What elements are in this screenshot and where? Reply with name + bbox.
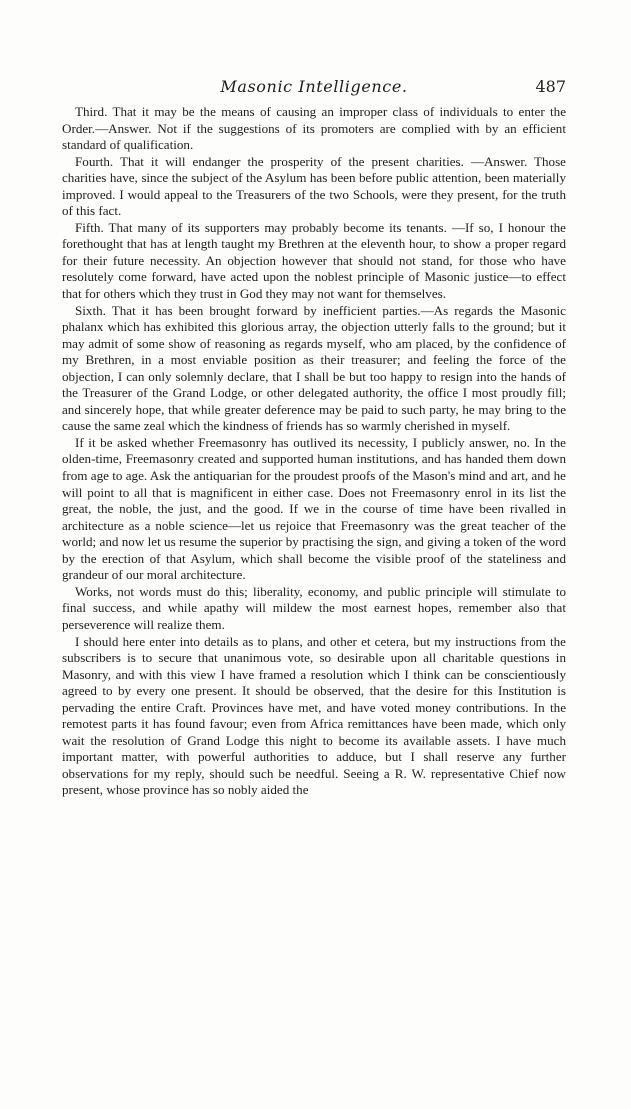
running-head-title: Masonic Intelligence. <box>220 77 408 96</box>
running-head <box>62 77 566 99</box>
paragraph-third-objection: Third. That it may be the means of causing an improper class of individuals to enter the Order.—Answer. Not if the suggestions of its promoters are complied with by an efficient standard of qualification. <box>62 104 566 153</box>
paragraph-instructions: I should here enter into details as to plans, and other et cetera, but my instructions from the subscribers is to secure that unanimous vote, so desirable upon all charitable questions in Masonry, and with this view I have framed a resolution which I think can be conscientiously agreed to by every one present. It should be observed, that the desire for this Institution is pervading the entire Craft. Provinces have met, and have voted money contributions. In the remotest parts it has found favour; even from Africa remittances have been made, which only wait the resolution of Grand Lodge this night to become its available assets. I have much important matter, with powerful authorities to adduce, but I shall reserve any further observations for my reply, should such be needful. Seeing a R. W. representative Chief now present, whose province has so nobly aided the <box>62 633 566 798</box>
body-text <box>62 104 566 799</box>
paragraph-works-not-words: Works, not words must do this; liberality, economy, and public principle will stimulate to final success, and while apathy will mildew the most earnest hopes, remember also that perseverence will realize them. <box>62 583 566 632</box>
page-number: 487 <box>535 77 566 96</box>
paragraph-fourth-objection: Fourth. That it will endanger the prosperity of the present charities. —Answer. Those charities have, since the subject of the Asylum has been before public attention, been materially improved. I would appeal to the Treasurers of the two Schools, were they present, for the truth of this fact. <box>62 153 566 219</box>
paragraph-sixth-objection: Sixth. That it has been brought forward by inefficient parties.—As regards the Masonic phalanx which has exhibited this glorious array, the objection utterly falls to the ground; but it may admit of some show of reasoning as regards myself, who am placed, by the confidence of my Brethren, in a most enviable position as their treasurer; and feeling the force of the objection, I can only solemnly declare, that I shall be but too happy to resign into the hands of the Treasurer of the Grand Lodge, or other delegated authority, the office I most proudly fill; and sincerely hope, that while greater deference may be paid to such party, he may bring to the cause the same zeal which the kindness of friends has so warmly cherished in myself. <box>62 302 566 434</box>
paragraph-fifth-objection: Fifth. That many of its supporters may probably become its tenants. —If so, I honour the forethought that has at length taught my Brethren at the eleventh hour, to show a proper regard for their future necessity. An objection however that should not stand, for those who have resolutely come forward, have acted upon the noblest principle of Masonic justice—to effect that for others which they trust in God they may not want for themselves. <box>62 219 566 302</box>
paragraph-freemasonry-necessity: If it be asked whether Freemasonry has outlived its necessity, I publicly answer, no. In the olden-time, Freemasonry created and supported human institutions, and has handed them down from age to age. Ask the antiquarian for the proudest proofs of the Mason's mind and art, and he will point to all that is magnificent in either case. Does not Freemasonry enrol in its list the great, the noble, the just, and the good. If we in the course of time have been rivalled in architecture as a noble science—let us rejoice that Freemasonry was the great teacher of the world; and now let us resume the superior by practising the sign, and giving a token of the word by the erection of that Asylum, which shall become the visible proof of the stateliness and grandeur of our moral architecture. <box>62 434 566 583</box>
